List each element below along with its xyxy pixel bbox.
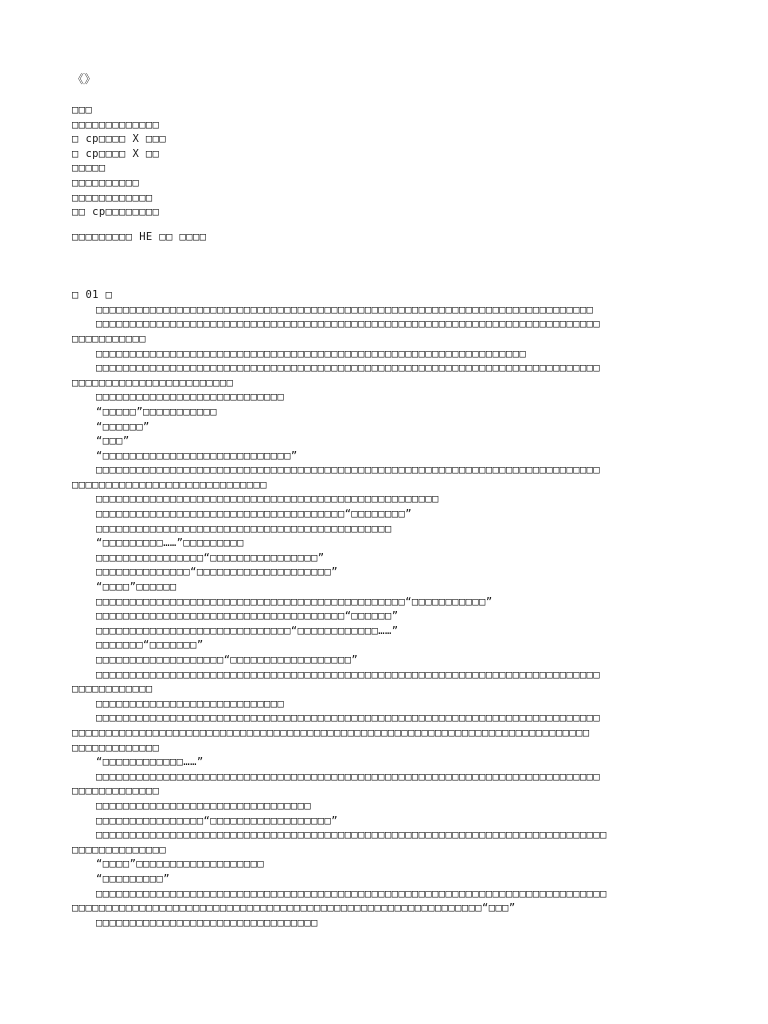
body-line: □□□□□□□□□□□□□□□□□□□“□□□□□□□□□□□□□□□□□□”	[96, 654, 359, 666]
body-line: “□□□□”□□□□□□	[96, 581, 177, 594]
chapter-title: □ 01 □	[72, 288, 113, 301]
body-line: □□□□□□□□□□□□□□“□□□□□□□□□□□□□□□□□□□□”	[96, 566, 338, 579]
body-line: “□□□”	[96, 435, 130, 448]
body-line: □□□□□□□□□□□□□□□□□□□□□□□□□□□□□□□□□□□□□□□□□□□□□□□□□□□□□□□□□□□□□“□□□”	[72, 902, 516, 915]
body-line: □□□□□□□□□□□□□	[72, 785, 160, 798]
body-line: □□□□□□□□□□□□□□□□□□□□□□□□□□□□□□□□□□□□□□□□□□□□□□□□□□□□□□□□□□□□□□□□□□□□□□□□□□	[96, 303, 594, 316]
body-line: “□□□□□□”	[96, 420, 150, 433]
body-line: “□□□□□”□□□□□□□□□□□	[96, 405, 217, 418]
body-line: □□□□□□□□□□□□□□□□□□□□□□□□□□□□□□□□□□□□□“□□□□□□□□”	[96, 508, 412, 521]
body-line: □□□□□□□□□□□□□□	[72, 843, 167, 856]
body-line: □□□□□□□□□□□□□□□□□□□□□□□□□□□□□□□□□□□□□□□□□□□□□□“□□□□□□□□□□□”	[96, 595, 493, 608]
body-line: □□□□□□□□□□□□□□□□□□□□□□□□□□□□□□□□□□□□□“□□□□□□”	[96, 610, 399, 623]
body-line: □□□□□□□□□□□	[72, 332, 146, 345]
header-line: □□□	[72, 104, 93, 116]
body-line: “□□□□□□□□□□□□□□□□□□□□□□□□□□□□”	[96, 449, 298, 462]
body-line: □□□□□□□□□□□□□□□□“□□□□□□□□□□□□□□□□”	[96, 551, 325, 564]
header-line: □□□□□□□□□□□□□	[72, 118, 160, 131]
document-header	[72, 103, 700, 220]
body-line: □□□□□□□□□□□□□□□□□□□□□□□□□□□□□□□□□□□□□□□□□□□□□□□□□□□□□□□□□□□□□□□□□□□□□□□□□□□	[96, 362, 601, 375]
header-line: □ cp□□□□ X □□□	[72, 133, 167, 146]
body-line: □□□□□□□□□□□□□□□□□□□□□□□□	[72, 376, 234, 389]
body-line: □□□□□□□□□□□□□□□□□□□□□□□□□□□□□□□□□□□□□□□□□□□□□□□□□□□□□□□□□□□□□□□□	[96, 347, 527, 360]
body-line: □□□□□□□□□□□□□□□□□□□□□□□□□□□□□□□□□□□□□□□□□□□□□□□□□□□□□□□□□□□□□□□□□□□□□□□□□□□	[96, 770, 601, 783]
body-line: □□□□□□□□□□□□□□□□“□□□□□□□□□□□□□□□□□□”	[96, 814, 338, 827]
body-line: “□□□□□□□□□”	[96, 872, 170, 885]
body-line: □□□□□□□□□□□□□□□□□□□□□□□□□□□□□“□□□□□□□□□□□□……”	[96, 624, 399, 637]
body-line: □□□□□□□□□□□□□	[72, 741, 160, 754]
document-notice: □□□□□□□□□ HE □□ □□□□	[72, 230, 207, 243]
body-line: □□□□□□□□□□□□	[72, 683, 153, 696]
body-line: “□□□□”□□□□□□□□□□□□□□□□□□□	[96, 858, 265, 871]
body-line: □□□□□□□□□□□□□□□□□□□□□□□□□□□□□□□□□□□□□□□□□□□□□□□□□□□□□□□□□□□□□□□□□□□□□□□□□□□□□	[72, 726, 590, 739]
body-line: □□□□□□□□□□□□□□□□□□□□□□□□□□□□□	[72, 478, 267, 491]
body-line: “□□□□□□□□□……”□□□□□□□□□	[96, 537, 244, 550]
body-line: “□□□□□□□□□□□□……”	[96, 756, 204, 769]
body-line: □□□□□□□□□□□□□□□□□□□□□□□□□□□□	[96, 697, 285, 710]
body-line: □□□□□□□□□□□□□□□□□□□□□□□□□□□□□□□□	[96, 799, 312, 812]
body-line: □□□□□□□□□□□□□□□□□□□□□□□□□□□□□□□□□□□□□□□□□□□□□□□□□□□□□□□□□□□□□□□□□□□□□□□□□□□	[96, 668, 601, 681]
header-line: □□□□□□□□□□□□	[72, 191, 153, 204]
header-line: □□ cp□□□□□□□□	[72, 206, 160, 219]
body-line: □□□□□□□□□□□□□□□□□□□□□□□□□□□□□□□□□□□□□□□□□□□□□□□□□□□□□□□□□□□□□□□□□□□□□□□□□□□	[96, 712, 601, 725]
header-line: □□□□□□□□□□	[72, 176, 140, 189]
body-line: □□□□□□□□□□□□□□□□□□□□□□□□□□□□□□□□□□□□□□□□□□□□□□□□□□□□□□□□□□□□□□□□□□□□□□□□□□□	[96, 464, 601, 477]
body-line: □□□□□□□□□□□□□□□□□□□□□□□□□□□□□□□□□□□□□□□□□□□□□□□□□□□□□□□□□□□□□□□□□□□□□□□□□□□□	[96, 887, 607, 900]
body-line: □□□□□□□□□□□□□□□□□□□□□□□□□□□□□□□□□□□□□□□□□□□□□□□□□□□□□□□□□□□□□□□□□□□□□□□□□□□□	[96, 829, 607, 842]
body-line: □□□□□□□“□□□□□□□”	[96, 639, 204, 652]
body-line: □□□□□□□□□□□□□□□□□□□□□□□□□□□□□□□□□□□□□□□□□□□□	[96, 522, 392, 535]
chapter-body	[72, 303, 700, 931]
header-line: □ cp□□□□ X □□	[72, 147, 160, 160]
body-line: □□□□□□□□□□□□□□□□□□□□□□□□□□□□□□□□□□□□□□□□□□□□□□□□□□□	[96, 493, 439, 506]
body-line: □□□□□□□□□□□□□□□□□□□□□□□□□□□□	[96, 391, 285, 404]
body-line: □□□□□□□□□□□□□□□□□□□□□□□□□□□□□□□□□□□□□□□□□□□□□□□□□□□□□□□□□□□□□□□□□□□□□□□□□□□	[96, 318, 601, 331]
header-line: □□□□□	[72, 162, 106, 175]
body-line: □□□□□□□□□□□□□□□□□□□□□□□□□□□□□□□□□	[96, 916, 318, 929]
document-mark: 《》	[72, 72, 97, 86]
